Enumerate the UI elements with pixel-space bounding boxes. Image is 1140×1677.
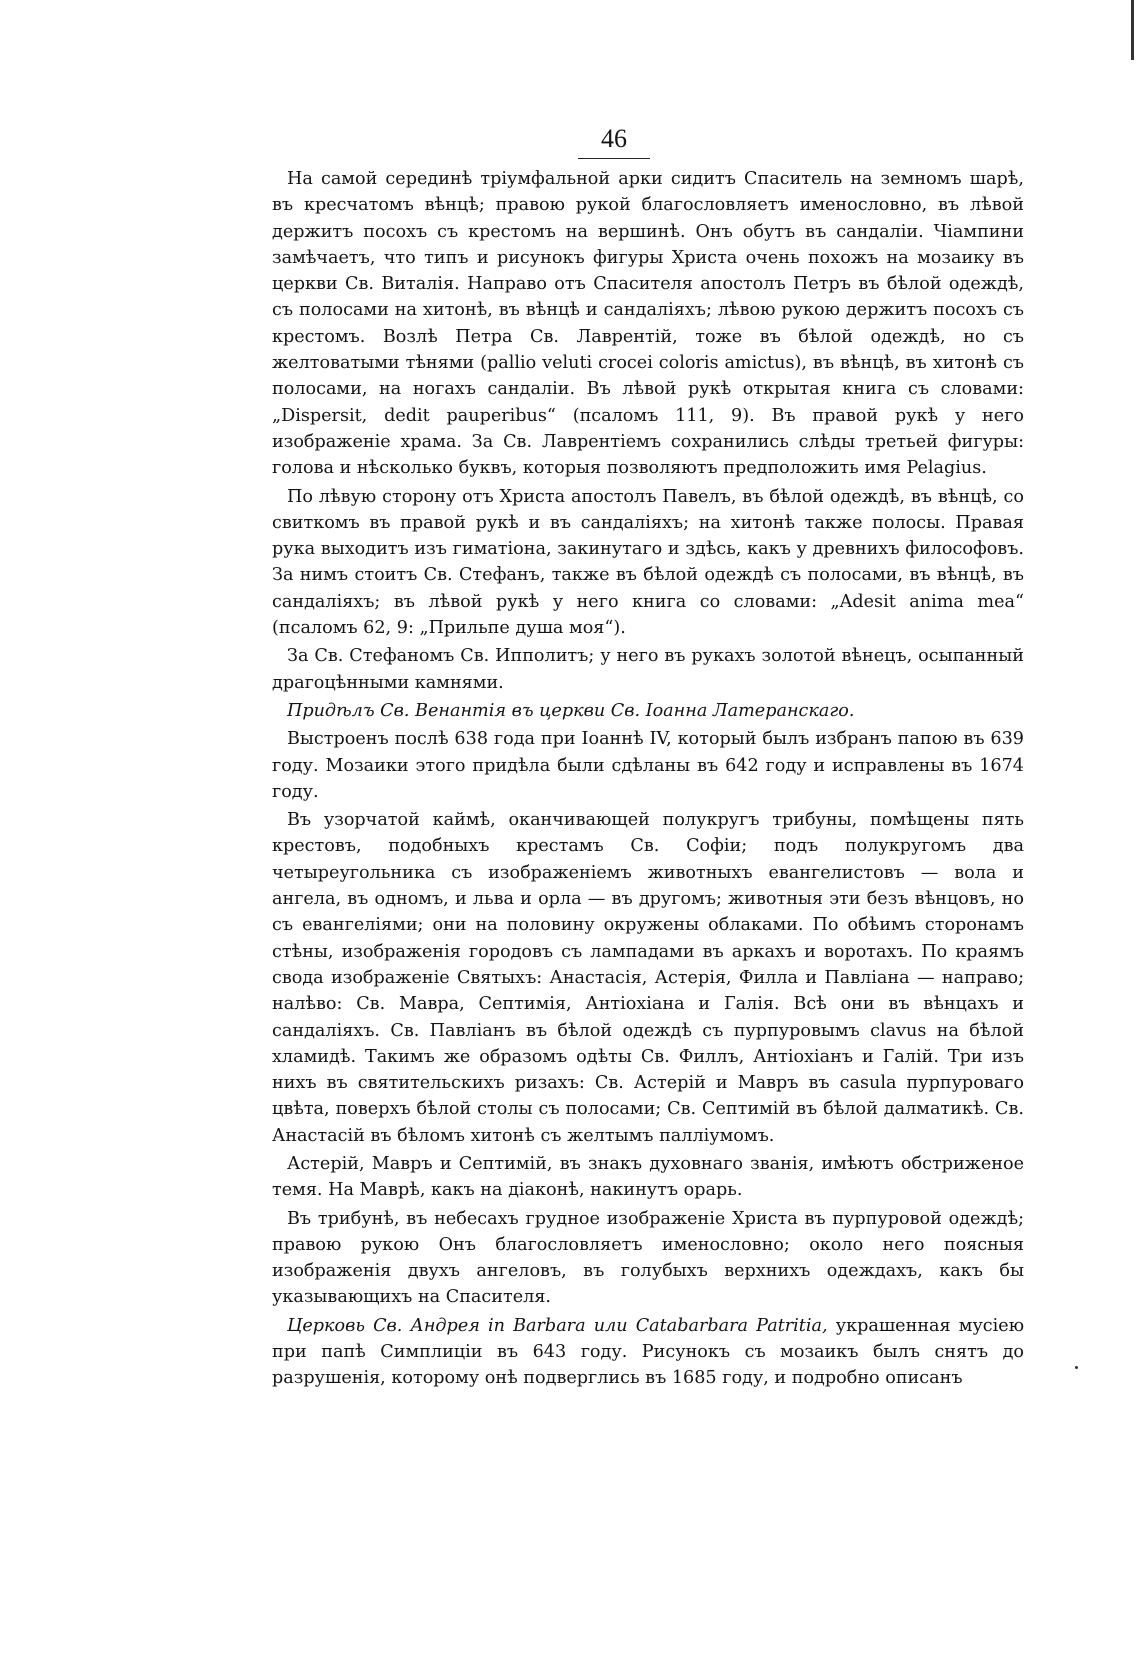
paragraph-tonsure: Астерій, Мавръ и Септимій, въ знакъ духовнаго званія, имѣютъ обстриженое темя. На Маврѣ, какъ на діаконѣ, накинутъ орарь.	[272, 1153, 1024, 1201]
paragraph-built-after-638: Выстроенъ послѣ 638 года при Іоаннѣ IV, который былъ избранъ папою въ 639 году. Мозаики этого придѣла были сдѣланы въ 642 году и исправлены въ 1674 году.	[272, 729, 1024, 802]
paragraph-hippolytus: За Св. Стефаномъ Св. Ипполитъ; у него въ рукахъ золотой вѣнецъ, осыпанный драгоцѣнными камнями.	[272, 646, 1024, 693]
page-number: 46	[601, 124, 627, 153]
text-body	[272, 166, 1024, 1392]
paragraph-triumphal-arch: На самой серединѣ тріумфальной арки сидитъ Спаситель на земномъ шарѣ, въ кресчатомъ вѣнцѣ; правою рукой благословляетъ именословно, въ лѣвой держитъ посохъ съ крестомъ на вершинѣ. Онъ обутъ въ сандаліи. Чіампини замѣчаетъ, что типъ и рисунокъ фигуры Христа очень похожъ на мозаику въ церкви Св. Виталія. Направо отъ Спасителя апостолъ Петръ въ бѣлой одеждѣ, съ полосами на хитонѣ, въ вѣнцѣ и сандаліяхъ; лѣвою рукою держитъ посохъ съ крестомъ. Возлѣ Петра Св. Лаврентій, тоже въ бѣлой одеждѣ, но съ желтоватыми тѣнями (pallio veluti crocei coloris amictus), въ вѣнцѣ, въ хитонѣ съ полосами, на ногахъ сандаліи. Въ лѣвой рукѣ открытая книга съ словами: „Dispersit, dedit pauperibus“ (псаломъ 111, 9). Въ правой рукѣ у него изображеніе храма. За Св. Лаврентіемъ сохранились слѣды третьей фигуры: голова и нѣсколько буквъ, которыя позволяютъ предположить имя Pelagius.	[272, 169, 1024, 479]
church-description: украшенная мусіею при папѣ Симплиціи въ 643 году. Рисунокъ съ мозаикъ былъ снятъ до разрушенія, которому онѣ подверглись въ 1685 году, и подробно описанъ	[272, 1315, 1025, 1389]
paragraph-tribune: Въ трибунѣ, въ небесахъ грудное изображеніе Христа въ пурпуровой одеждѣ; правою рукою Онъ благословляетъ именословно; около него поясныя изображенія двухъ ангеловъ, въ голубыхъ верхнихъ одеждахъ, какъ бы указывающихъ на Спасителя.	[272, 1208, 1024, 1308]
paragraph-patterned-border: Въ узорчатой каймѣ, оканчивающей полукругъ трибуны, помѣщены пять крестовъ, подобныхъ крестамъ Св. Софіи; подъ полукругомъ два четыреугольника съ изображеніемъ животныхъ евангелистовъ — вола и ангела, въ одномъ, и льва и орла — въ другомъ; животныя эти безъ вѣнцовъ, но съ евангеліями; они на половину окружены облаками. По обѣимъ сторонамъ стѣны, изображенія городовъ съ лампадами въ аркахъ и воротахъ. По краямъ свода изображеніе Святыхъ: Анастасія, Астерія, Филла и Павліана — направо; налѣво: Св. Мавра, Септимія, Антіохіана и Галія. Всѣ они въ вѣнцахъ и сандаліяхъ. Св. Павліанъ въ бѣлой одеждѣ съ пурпуровымъ clavus на бѣлой хламидѣ. Такимъ же образомъ одѣты Св. Филлъ, Антіохіанъ и Галій. Три изъ нихъ въ святительскихъ ризахъ: Св. Астерій и Мавръ въ casula пурпуроваго цвѣта, поверхъ бѣлой столы съ полосами; Св. Септимій въ бѣлой далматикѣ. Св. Анастасій въ бѣломъ хитонѣ съ желтымъ палліумомъ.	[272, 810, 1024, 1146]
paragraph-church-st-andrew	[272, 1313, 1024, 1392]
scan-edge-rule	[1131, 0, 1134, 60]
section-heading-venantius-chapel: Придѣлъ Св. Венантія въ церкви Св. Іоанна Латеранскаго.	[287, 700, 855, 721]
church-name-italic: Церковь Св. Андрея in Barbara или Catabarbara Patritia,	[287, 1315, 828, 1336]
paragraph-apostle-paul: По лѣвую сторону отъ Христа апостолъ Павелъ, въ бѣлой одеждѣ, въ вѣнцѣ, со свиткомъ въ правой рукѣ и въ сандаліяхъ; на хитонѣ также полосы. Правая рука выходитъ изъ гиматіона, закинутаго и здѣсь, какъ у древнихъ философовъ. За нимъ стоитъ Св. Стефанъ, также въ бѣлой одеждѣ съ полосами, въ вѣнцѣ, въ сандаліяхъ; въ лѣвой рукѣ у него книга со словами: „Adesit anima mea“ (псаломъ 62, 9: „Прильпе душа моя“).	[272, 486, 1024, 639]
page-number-underline	[578, 158, 650, 159]
scan-speck	[1075, 1366, 1078, 1369]
